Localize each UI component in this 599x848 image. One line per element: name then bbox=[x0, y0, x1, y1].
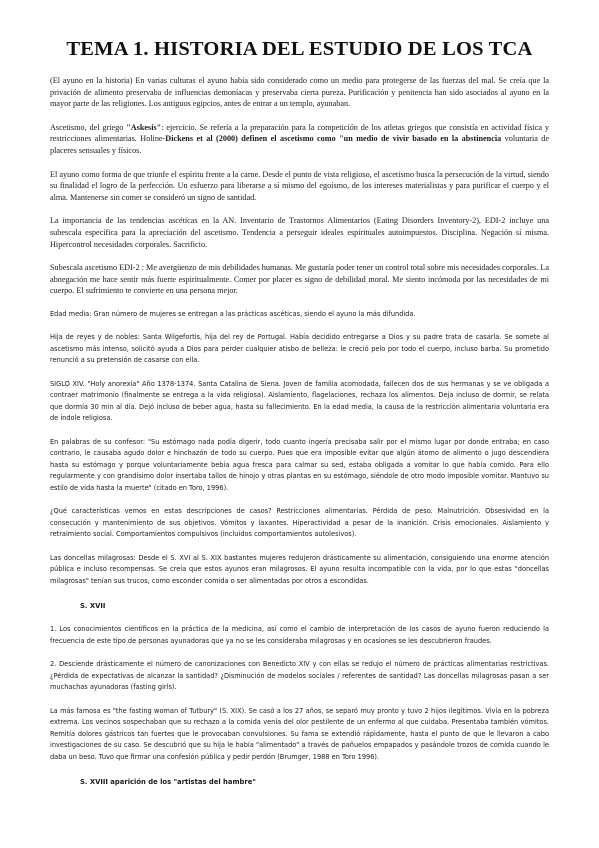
paragraph-tutbury: La más famosa es "the fasting woman of Tutbury" (S. XIX). Se casó a los 27 años, se separó muy pronto y tuvo 2 hijos ilegítimos. Vivía en la pobreza extrema. Los vecinos sospechaban que su rechazo a la comida venía del olor pestilente de un enfermo al que cuidaba. Presentaba también vómitos. Remitía dolores gástricos tan fuertes que le provocaban convulsiones. Su fama se extendió rápidamente, hasta el punto de que le llevaron a cabo investigaciones de su caso. Se descubrió que su hija le había "alimentado" a través de pañuelos empapados y pasándole trozos de comida cuando le daba un beso. Tuvo que firmar una confesión pública y pedir perdón (Brumger, 1988 en Toro 1996). bbox=[50, 706, 549, 761]
paragraph-fasting-history: (El ayuno en la historia) En varias culturas el ayuno había sido considerado como un medio para protegerse de las fuerzas del mal. Se creía que la privación de alimento preservaba de influencias demoníacas y preservaba cierta pureza. Purificación y penitencia han sido asociados al ayuno en la mayor parte de las religiones. Los antiguos egipcios, antes de entrar a un templo, ayunaban. bbox=[50, 76, 549, 109]
paragraph-edi2-subscale: Subescala ascetismo EDI-2 : Me avergüenzo de mis debilidades humanas. Me gustaría poder tener un control total sobre mis necesidades corporales. La abnegación me hace sentir más fuerte espiritualmente. Comer por placer es signo de debilidad moral. Me siento incómoda por las necesidades de mi cuerpo. El sufrimiento te convierte en una persona mejor. bbox=[50, 263, 549, 296]
text-segment: voluntaria de placeres sensuales y físicos. bbox=[50, 134, 550, 155]
paragraph-catalina-siena: SIGLO XIV. "Holy anorexia" Año 1378-1374. Santa Catalina de Siena. Joven de familia acomodada, fallecen dos de sus hermanas y se ve obligada a contraer matrimonio (finalmente se entrega a la vida religiosa). Aislamiento, flagelaciones, rechaza los alimentos. Deja incluso de dormir, se relata que dormía 30 min al día. Dejó incluso de beber agua, hasta su fallecimiento. En la edad media, la causa de la restricción alimentaria voluntaria era de índole religiosa. bbox=[50, 379, 549, 423]
paragraph-wilgefortis: Hija de reyes y de nobles: Santa Wilgefortis, hija del rey de Portugal. Había decidido entregarse a Dios y su padre trata de casarla. Se somete al ascetismo más intenso, solicitó ayuda a Dios para perder cualquier atisbo de belleza: le creció pelo por todo el cuerpo, incluso barba. Su prometido renunció a su pretensión de casarse con ella. bbox=[50, 333, 549, 365]
term-askesis: "Askesis" bbox=[126, 122, 162, 132]
text-segment: Ascetismo, del griego bbox=[50, 122, 127, 132]
paragraph-canonizations: 2. Desciende drásticamente el número de canonizaciones con Benedicto XIV y con ellas se redujo el número de prácticas alimentarias restrictivas. ¿Pérdida de expectativas de alcanzar la santidad? ¿Disminución de modelos sociales / referentes de santidad? Las doncellas milagrosas pasan a ser muchachas ayunadoras (fasting girls). bbox=[50, 660, 549, 692]
paragraph-ascetism-definition bbox=[50, 122, 549, 157]
paragraph-scientific-knowledge: 1. Los conocimientos científicos en la práctica de la medicina, así como el cambio de interpretación de los casos de ayuno fueron reduciendo la frecuencia de este tipo de personas ayunadoras que ya no se les consideraba milagrosas y en ocasiones se les descubrieron fraudes. bbox=[50, 625, 549, 645]
section-heading-xviii: S. XVIII aparición de los "artistas del hambre" bbox=[80, 778, 256, 787]
paragraph-spirit-flesh: El ayuno como forma de que triunfe el espíritu frente a la carne. Desde el punto de vista religioso, el ascetismo busca la persecución de la virtud, siendo su finalidad el logro de la perfección. Un esfuerzo para liberarse a sí mismo del egoísmo, de los intereses materialistas y para purificar el cuerpo y el alma. Mantenerse sin comer se consideró un signo de santidad. bbox=[50, 169, 549, 202]
paragraph-miraculous-maidens: Las doncellas milagrosas: Desde el S. XVI al S. XIX bastantes mujeres redujeron drásticamente su alimentación, consiguiendo una enorme atención pública e incluso recompensas. Se creía que estos ayunos eran milagrosos. El ayuno resulta incompatible con la vida, por lo que estas "doncellas milagrosas" tenían sus trucos, como esconder comida o ser alimentadas por otros a escondidas. bbox=[50, 553, 549, 585]
section-heading-xvii: S. XVII bbox=[80, 602, 106, 611]
paragraph-case-characteristics: ¿Qué características vemos en estas descripciones de casos? Restricciones alimentarias. Pérdida de peso. Malnutrición. Obsesividad en la consecución y mantenimiento de sus objetivos. Vómitos y laxantes. Hiperactividad a pesar de la inanición. Crisis emocionales. Aislamiento y retraimiento social. Comportamientos compulsivos (incluidos comportamientos autolesivos). bbox=[50, 507, 549, 539]
text-segment: : ejercicio. Se refería a la preparación para la competición de los atletas griegos que consistía en actividad física y restricciones alimentarias. Holine- bbox=[50, 122, 550, 144]
paragraph-middle-ages: Edad media: Gran número de mujeres se entregan a las prácticas ascéticas, siendo el ayuno la más difundida. bbox=[50, 309, 416, 318]
paragraph-edi2-importance: La importancia de las tendencias ascéticas en la AN. Inventario de Trastornos Alimentarios (Eating Disorders Inventory-2), EDI-2 incluye una subescala específica para la apreciación del ascetismo. Tendencia a perseguir ideales espirituales autoimpuestos. Disciplina. Negación sí misma. Hipercontrol necesidades corporales. Sacrificio. bbox=[50, 216, 549, 249]
paragraph-confessor-quote: En palabras de su confesor: "Su estómago nada podía digerir, todo cuanto ingería precisaba salir por el mismo lugar por donde entraba; en caso contrario, le causaba agudo dolor e hinchazón de todo su cuerpo. Pues que era imposible evitar que algún átomo de alimento o jugo descendiera hasta su estómago y porque voluntariamente bebía agua fresca para calmar su sed, estaba obligada a vomitar lo que había comido. Para ello regularmente y con grandísimo dolor insertaba tallos de hinojo y otras plantas en su estómago, siéndole de otro modo imposible vomitar. Mantuvo su estilo de vida hasta la muerte" (citado en Toro, 1996). bbox=[50, 437, 549, 492]
citation-definition: Dickens et al (2000) definen el ascetismo como "un medio de vivir basado en la abstinencia bbox=[165, 134, 502, 144]
page-title: TEMA 1. HISTORIA DEL ESTUDIO DE LOS TCA bbox=[66, 38, 533, 60]
